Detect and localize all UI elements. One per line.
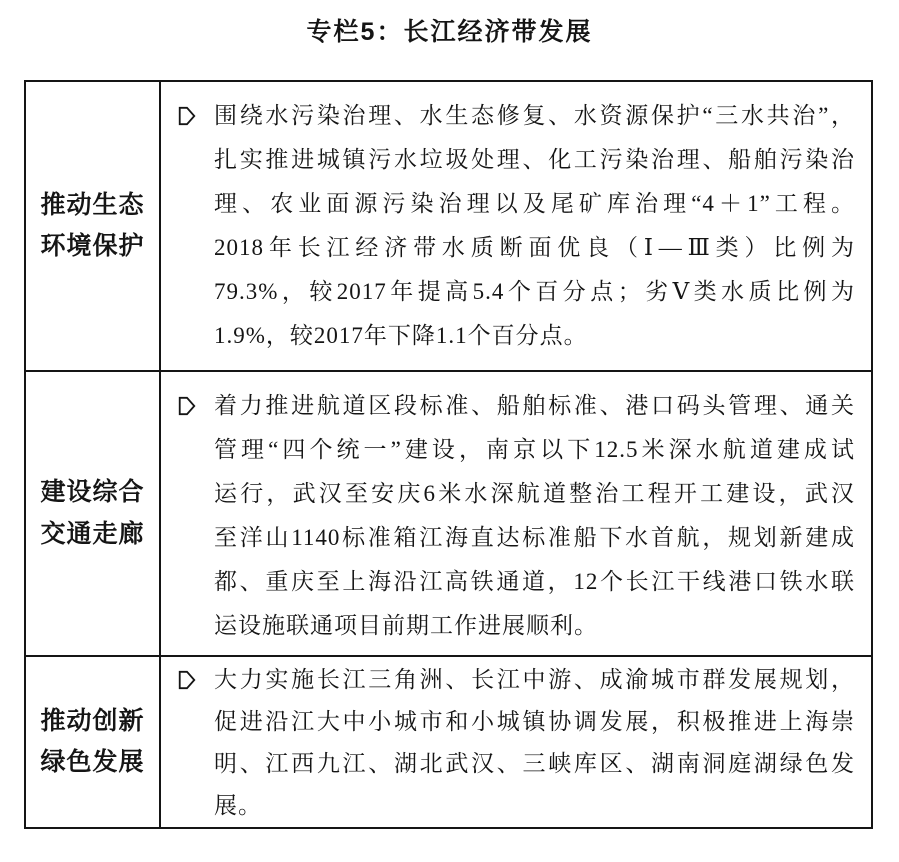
page-title: 专栏5：长江经济带发展 [306, 18, 593, 46]
row-content [161, 82, 871, 370]
row-label-line: 环境保护 [40, 232, 145, 260]
row-label-transport [26, 372, 161, 655]
pentagon-arrow-bullet-icon [177, 394, 197, 418]
content-lines [214, 384, 855, 648]
content-line: 2018年长江经济带水质断面优良（Ⅰ—Ⅲ类）比例为 [214, 235, 855, 260]
content-line: 79.3%，较2017年提高5.4个百分点；劣Ⅴ类水质比例为 [214, 279, 855, 304]
content-line: 理、农业面源污染治理以及尾矿库治理“4＋1”工程。 [214, 191, 855, 216]
content-line: 管理“四个统一”建设，南京以下12.5米深水航道建成试 [214, 437, 855, 462]
pentagon-arrow-bullet-icon [177, 104, 197, 128]
content-line: 围绕水污染治理、水生态修复、水资源保护“三水共治”， [214, 103, 855, 128]
row-label-ecology [26, 82, 161, 370]
row-content [161, 372, 871, 655]
content-line: 都、重庆至上海沿江高铁通道，12个长江干线港口铁水联 [214, 569, 855, 594]
content-line: 明、江西九江、湖北武汉、三峡库区、湖南洞庭湖绿色发 [214, 751, 855, 776]
table-row [26, 370, 871, 655]
content-line: 扎实推进城镇污水垃圾处理、化工污染治理、船舶污染治 [214, 147, 855, 172]
panel-table [24, 80, 873, 829]
pentagon-arrow-bullet-icon [177, 668, 197, 692]
content-line: 着力推进航道区段标准、船舶标准、港口码头管理、通关 [214, 393, 855, 418]
content-lines [214, 94, 855, 358]
row-label-line: 推动创新 [40, 706, 145, 735]
row-label-line: 交通走廊 [40, 519, 145, 548]
row-label-line: 绿色发展 [40, 748, 145, 776]
content-line: 展。 [214, 793, 262, 818]
content-line: 运设施联通项目前期工作进展顺利。 [214, 613, 598, 638]
content-line: 运行，武汉至安庆6米水深航道整治工程开工建设，武汉 [214, 481, 855, 506]
row-label-line: 推动生态 [40, 190, 145, 219]
content-lines [214, 659, 855, 827]
table-row [26, 655, 871, 827]
row-content [161, 657, 871, 827]
content-line: 1.9%，较2017年下降1.1个百分点。 [214, 323, 588, 348]
content-line: 促进沿江大中小城市和小城镇协调发展，积极推进上海崇 [214, 709, 855, 734]
table-row [26, 82, 871, 370]
content-line: 至洋山1140标准箱江海直达标准船下水首航，规划新建成 [214, 525, 855, 550]
row-label-innovation [26, 657, 161, 827]
content-line: 大力实施长江三角洲、长江中游、成渝城市群发展规划， [214, 667, 855, 692]
row-label-line: 建设综合 [40, 478, 145, 506]
